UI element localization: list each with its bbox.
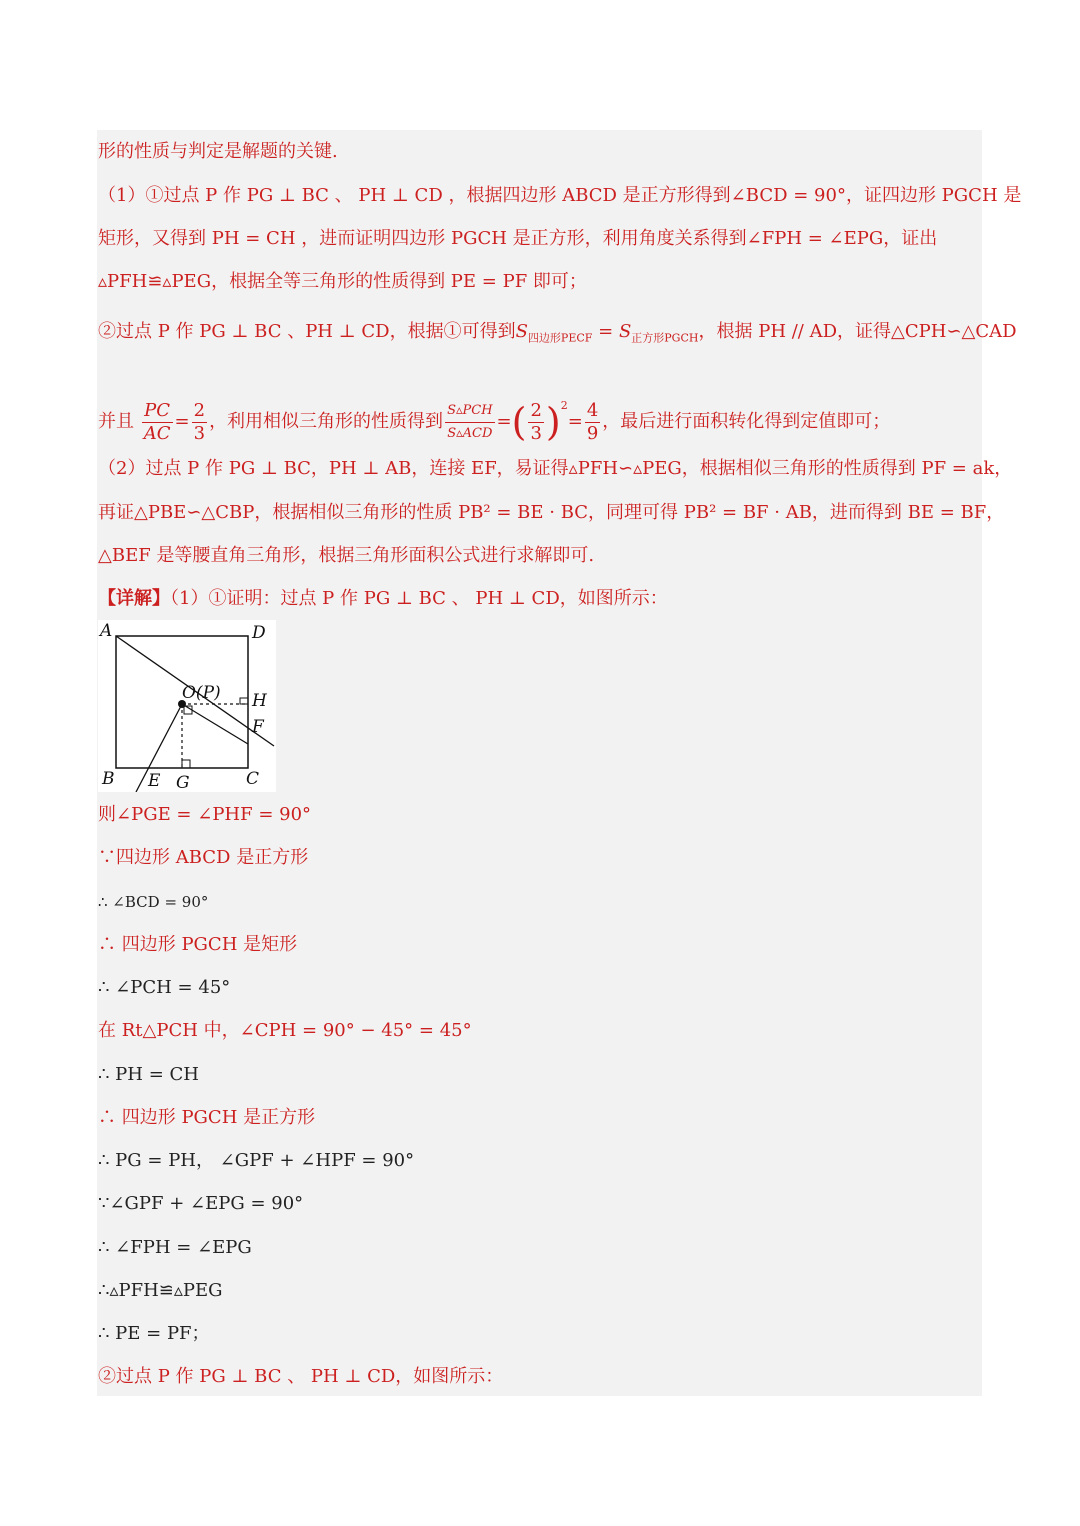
text-line-3: 矩形，又得到 PH = CH ，进而证明四边形 PGCH 是正方形，利用角度关系得到∠FPH = ∠EPG，证出 xyxy=(98,228,938,249)
text-line-23: ∴ PE = PF； xyxy=(98,1323,210,1344)
text-line-10 xyxy=(98,587,982,611)
fraction-pc-ac xyxy=(142,400,173,445)
numerator: PC xyxy=(142,400,173,423)
label-h: H xyxy=(252,691,267,711)
label-f: F xyxy=(252,717,264,737)
text-line-16: 在 Rt△PCH 中，∠CPH = 90° − 45° = 45° xyxy=(98,1020,472,1041)
text-line-22: ∴▵PFH≌▵PEG xyxy=(98,1280,223,1301)
label-o: O(P) xyxy=(182,683,221,703)
text-line-7: （2）过点 P 作 PG ⊥ BC，PH ⊥ AB，连接 EF，易证得▵PFH∽▵PEG，根据相似三角形的性质得到 PF = ak， xyxy=(98,458,1013,479)
text-line-8: 再证△PBE∽△CBP，根据相似三角形的性质 PB² = BE · BC，同理可得 PB² = BF · AB，进而得到 BE = BF， xyxy=(98,502,1005,523)
text-line-1: 形的性质与判定是解题的关键. xyxy=(98,141,338,162)
text-line-4: ▵PFH≌▵PEG，根据全等三角形的性质得到 PE = PF 即可； xyxy=(98,271,587,292)
square-figure xyxy=(98,620,276,792)
text-line-12: ∵四边形 ABCD 是正方形 xyxy=(98,847,309,868)
exponent: 2 xyxy=(560,399,568,412)
text-segment: ②过点 P 作 PG ⊥ BC 、PH ⊥ CD，根据①可得到 xyxy=(98,321,516,342)
denominator: 3 xyxy=(193,422,206,444)
right-paren: ) xyxy=(545,400,561,444)
text-line-17: ∴ PH = CH xyxy=(98,1064,199,1085)
fraction-2-3 xyxy=(528,400,543,445)
denominator: AC xyxy=(143,422,171,444)
text-line-15: ∴ ∠PCH = 45° xyxy=(98,977,231,998)
fraction-2-3 xyxy=(192,400,207,445)
text-line-21: ∴ ∠FPH = ∠EPG xyxy=(98,1237,252,1258)
text-line-24: ②过点 P 作 PG ⊥ BC 、 PH ⊥ CD，如图所示： xyxy=(98,1366,504,1387)
text-line-18: ∴ 四边形 PGCH 是正方形 xyxy=(98,1107,316,1128)
text-line-19: ∴ PG = PH， ∠GPF + ∠HPF = 90° xyxy=(98,1150,415,1171)
fraction-area-ratio xyxy=(445,400,494,445)
denominator: S▵ACD xyxy=(447,425,493,441)
label-g: G xyxy=(176,773,190,792)
numerator: 4 xyxy=(586,399,599,421)
label-a: A xyxy=(100,621,113,641)
text-segment: ，最后进行面积转化得到定值即可； xyxy=(602,411,891,432)
area-subscript: 四边形PECF xyxy=(527,331,593,345)
area-subscript: 正方形PGCH xyxy=(631,331,699,345)
text-line-14: ∴ 四边形 PGCH 是矩形 xyxy=(98,934,298,955)
text-segment: ，根据 PH // AD，证得△CPH∽△CAD xyxy=(698,321,1017,342)
denominator: 3 xyxy=(530,422,542,444)
label-e: E xyxy=(148,771,161,791)
text-line-9: △BEF 是等腰直角三角形，根据三角形面积公式进行求解即可. xyxy=(98,545,595,566)
right-angle-h xyxy=(240,698,248,704)
label-c: C xyxy=(246,769,260,789)
numerator: 2 xyxy=(530,399,542,421)
fraction-4-9 xyxy=(585,400,600,445)
text-segment: 并且 xyxy=(98,411,134,432)
area-symbol: S xyxy=(618,321,632,342)
text-segment: ，利用相似三角形的性质得到 xyxy=(209,411,444,432)
label-d: D xyxy=(252,623,266,643)
equals-sign: = xyxy=(592,321,619,342)
text-line-6: 并且 $\frac{PC}{AC}$ = $\frac{2}{3}$ ，利用相似三角形的性质得到 $\frac{\text{S▵PCH}}{\text{S▵ACD}}$ =( $\frac{2}{3}$ )$^2$= $\frac{4}{9}$ ，最后进行面积转化得到定值即可； xyxy=(98,399,891,444)
numerator: S▵PCH xyxy=(445,400,494,423)
text-segment: （1）①证明：过点 P 作 PG ⊥ BC 、 PH ⊥ CD，如图所示： xyxy=(170,588,668,609)
left-paren: ( xyxy=(511,400,527,444)
text-line-11: 则∠PGE = ∠PHF = 90° xyxy=(98,804,312,825)
right-angle-g xyxy=(182,760,190,768)
area-symbol: S xyxy=(515,321,528,342)
numerator: 2 xyxy=(193,399,206,421)
denominator: 9 xyxy=(586,422,599,444)
text-line-5 xyxy=(98,320,1017,351)
text-line-20: ∵∠GPF + ∠EPG = 90° xyxy=(98,1193,304,1214)
geometry-diagram xyxy=(98,620,276,792)
text-line-2: （1）①过点 P 作 PG ⊥ BC 、 PH ⊥ CD ，根据四边形 ABCD 是正方形得到∠BCD = 90°，证四边形 PGCH 是 xyxy=(98,185,1022,206)
detail-label: 【详解】 xyxy=(98,588,170,609)
label-b: B xyxy=(102,769,115,789)
text-line-13: ∴ ∠BCD = 90° xyxy=(98,893,209,911)
